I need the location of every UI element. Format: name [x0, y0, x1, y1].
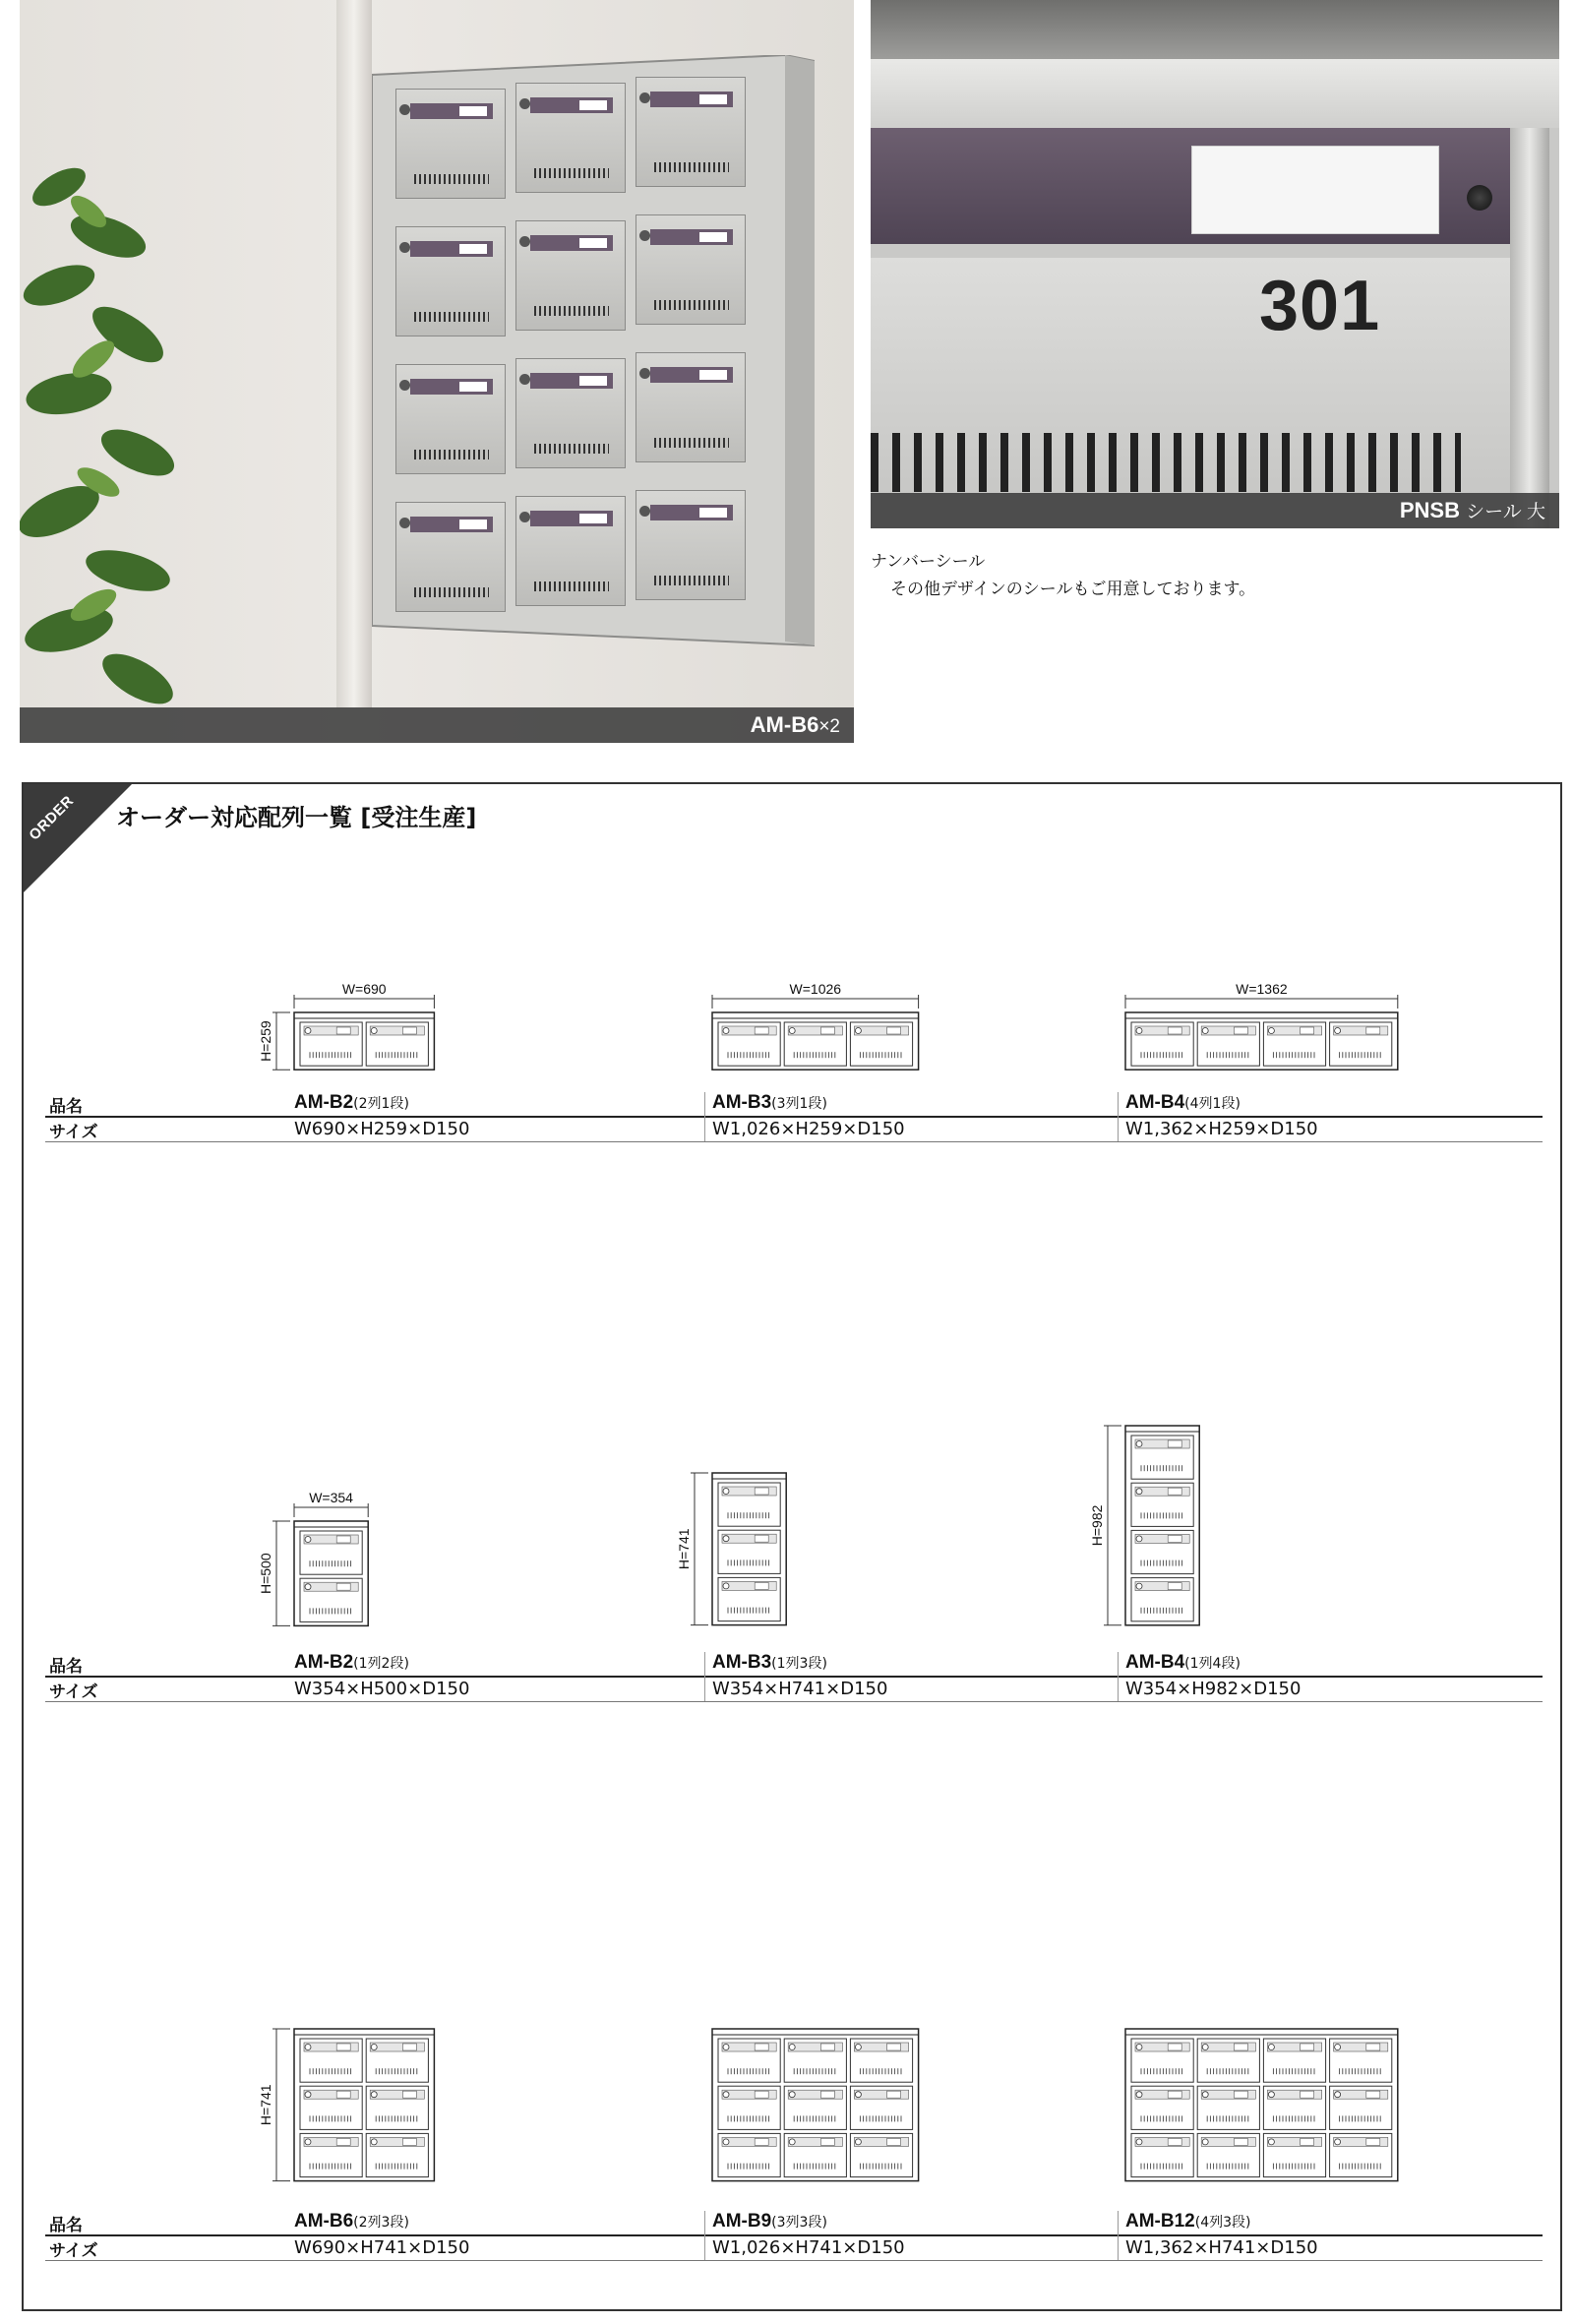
- photo-door-vent: [534, 581, 609, 591]
- product-model: AM-B2: [294, 1652, 354, 1673]
- photo-door-knob: [519, 374, 530, 385]
- photo-door-knob: [639, 506, 650, 517]
- lock-dial: [371, 2092, 377, 2098]
- photo-door-knob: [399, 242, 410, 253]
- product-config: (2列1段): [353, 1096, 409, 1112]
- spec-table: [45, 1652, 1543, 1707]
- layout-diagram: [663, 1434, 816, 1645]
- photo-door-plate: [530, 373, 613, 389]
- label-window: [1168, 1583, 1181, 1590]
- photo-door-plate: [410, 379, 493, 395]
- spec-product-name: [712, 2211, 827, 2232]
- product-model: AM-B3: [712, 1092, 772, 1113]
- layout-diagram: [1076, 973, 1427, 1089]
- photo-mailbox-door: [395, 89, 506, 199]
- label-window: [1301, 2092, 1314, 2099]
- lock-dial: [855, 2092, 861, 2098]
- label-window: [1168, 1536, 1181, 1543]
- lock-dial: [371, 2045, 377, 2050]
- spec-product-name: [294, 1652, 409, 1674]
- lock-dial: [723, 1536, 729, 1542]
- photo-door-vent: [414, 312, 489, 322]
- label-window: [336, 2044, 350, 2050]
- main-photo-caption: [20, 707, 854, 743]
- caption-model: AM-B6: [750, 712, 819, 737]
- product-config: (1列4段): [1184, 1656, 1241, 1672]
- product-size: W1,026×H259×D150: [712, 1119, 905, 1139]
- product-config: (2列3段): [353, 2215, 409, 2231]
- photo-door-knob: [639, 92, 650, 103]
- lock-dial: [1268, 2045, 1274, 2050]
- photo-door-label: [459, 382, 487, 392]
- caption-suffix: シール 大: [1466, 502, 1545, 522]
- photo-door-vent: [534, 306, 609, 316]
- height-dimension-label: H=500: [258, 1552, 273, 1594]
- photo-door-vent: [414, 587, 489, 597]
- hinge: [1510, 128, 1549, 528]
- caption-model: PNSB: [1399, 498, 1460, 522]
- spec-product-name: [294, 2211, 409, 2232]
- layout-diagram: [663, 1989, 948, 2201]
- detail-photo: [871, 0, 1559, 528]
- spec-column-divider: [704, 2211, 705, 2260]
- layout-diagram: [1076, 1386, 1229, 1645]
- photo-door-knob: [639, 230, 650, 241]
- product-config: (1列2段): [353, 1656, 409, 1672]
- label-window: [1366, 1027, 1380, 1034]
- product-size: W354×H500×D150: [294, 1679, 470, 1699]
- product-size: W1,026×H741×D150: [712, 2237, 905, 2258]
- label-window: [1301, 2139, 1314, 2146]
- spec-row-bottom: [45, 1701, 1543, 1702]
- seal-title: ナンバーシール: [871, 552, 986, 572]
- lock-dial: [1136, 1583, 1142, 1589]
- layout-diagram: [245, 1482, 397, 1645]
- lock-dial: [723, 1583, 729, 1589]
- product-config: (4列3段): [1194, 2215, 1251, 2231]
- label-window: [755, 2044, 768, 2050]
- installation-photo: [20, 0, 854, 743]
- lock-dial: [789, 2139, 795, 2145]
- name-label-card: [1191, 146, 1439, 234]
- order-section: [22, 782, 1562, 2311]
- photo-mailbox-door: [515, 83, 626, 193]
- product-size: W1,362×H741×D150: [1125, 2237, 1318, 2258]
- photo-door-label: [459, 244, 487, 254]
- lock-dial: [855, 2045, 861, 2050]
- spec-label-name: 品名: [49, 2216, 83, 2235]
- spec-label-size: サイズ: [49, 1682, 98, 1702]
- order-title: オーダー対応配列一覧 [受注生産]: [116, 804, 477, 831]
- photo-door-plate: [650, 367, 733, 383]
- lock-dial: [1268, 2092, 1274, 2098]
- lock-dial: [1202, 1027, 1208, 1033]
- detail-photo-caption: [871, 493, 1559, 528]
- photo-door-vent: [414, 174, 489, 184]
- product-model: AM-B2: [294, 1092, 354, 1113]
- photo-door-plate: [650, 229, 733, 245]
- label-window: [336, 1536, 350, 1543]
- label-window: [1168, 1027, 1181, 1034]
- product-size: W354×H741×D150: [712, 1679, 888, 1699]
- lock-dial: [1136, 2092, 1142, 2098]
- width-dimension-label: W=1362: [1236, 980, 1288, 997]
- product-model: AM-B4: [1125, 1092, 1185, 1113]
- label-window: [1234, 1027, 1247, 1034]
- lock-dial: [305, 1583, 311, 1589]
- lock-dial: [855, 1027, 861, 1033]
- lock-dial: [723, 1489, 729, 1495]
- plant-illustration: [20, 167, 207, 718]
- layout-diagram: [663, 973, 948, 1089]
- lock-dial: [1136, 2045, 1142, 2050]
- photo-door-knob: [519, 236, 530, 247]
- lock-dial: [1136, 1489, 1142, 1495]
- label-window: [1168, 2092, 1181, 2099]
- spec-label-size: サイズ: [49, 2241, 98, 2261]
- lock-dial: [305, 1536, 311, 1542]
- lock-dial: [723, 2092, 729, 2098]
- label-window: [336, 1027, 350, 1034]
- label-window: [402, 2139, 416, 2146]
- width-dimension-label: W=354: [309, 1489, 353, 1505]
- spec-label-size: サイズ: [49, 1123, 98, 1142]
- product-model: AM-B4: [1125, 1652, 1185, 1673]
- product-size: W1,362×H259×D150: [1125, 1119, 1318, 1139]
- spec-column-divider: [1118, 1652, 1119, 1701]
- label-window: [887, 2044, 901, 2050]
- seal-description: その他デザインのシールもご用意しております。: [890, 580, 1256, 599]
- photo-mailbox-door: [395, 226, 506, 336]
- layout-diagram: [245, 1989, 463, 2201]
- photo-door-label: [699, 370, 727, 380]
- lock-dial: [305, 2092, 311, 2098]
- detail-frame: [871, 59, 1559, 128]
- product-size: W690×H741×D150: [294, 2237, 470, 2258]
- height-dimension-label: H=741: [258, 2084, 273, 2126]
- photo-door-plate: [530, 511, 613, 526]
- lock-dial: [723, 2139, 729, 2145]
- order-corner-label: ORDER: [26, 792, 78, 844]
- number-seal: 301: [1259, 267, 1381, 345]
- photo-door-knob: [639, 368, 650, 379]
- photo-mailbox-door: [636, 214, 746, 325]
- photo-door-vent: [654, 162, 729, 172]
- photo-door-label: [699, 232, 727, 242]
- height-dimension-label: H=741: [676, 1528, 692, 1570]
- photo-mailbox-door: [636, 77, 746, 187]
- lock-dial: [1335, 2139, 1341, 2145]
- photo-door-label: [699, 508, 727, 518]
- label-window: [1234, 2092, 1247, 2099]
- label-window: [1168, 1488, 1181, 1495]
- label-window: [1168, 2139, 1181, 2146]
- label-window: [755, 1583, 768, 1590]
- lock-dial: [1202, 2092, 1208, 2098]
- spec-product-name: [294, 1092, 409, 1114]
- photo-door-plate: [410, 103, 493, 119]
- photo-door-vent: [534, 168, 609, 178]
- lock-dial: [789, 2092, 795, 2098]
- photo-door-label: [459, 520, 487, 529]
- spec-row-divider: [45, 1676, 1543, 1678]
- photo-mailbox-door: [636, 352, 746, 462]
- lock-dial: [1335, 2045, 1341, 2050]
- lock-dial: [371, 2139, 377, 2145]
- ventilation-slots: [871, 433, 1461, 492]
- label-window: [887, 1027, 901, 1034]
- product-config: (4列1段): [1184, 1096, 1241, 1112]
- photo-mailbox-door: [395, 364, 506, 474]
- label-window: [1234, 2044, 1247, 2050]
- lock-dial: [1202, 2139, 1208, 2145]
- product-size: W354×H982×D150: [1125, 1679, 1302, 1699]
- photo-door-knob: [399, 104, 410, 115]
- lock-dial: [789, 2045, 795, 2050]
- detail-top-shadow: [871, 0, 1559, 59]
- spec-product-name: [712, 1652, 827, 1674]
- product-model: AM-B9: [712, 2211, 772, 2232]
- photo-mailbox-door: [515, 496, 626, 606]
- photo-door-knob: [399, 518, 410, 528]
- lock-dial: [371, 1027, 377, 1033]
- photo-door-plate: [410, 241, 493, 257]
- height-dimension-label: H=982: [1089, 1504, 1105, 1547]
- lock-dial: [1136, 2139, 1142, 2145]
- photo-door-label: [699, 94, 727, 104]
- label-window: [1168, 1440, 1181, 1447]
- width-dimension-label: W=690: [341, 980, 387, 997]
- photo-door-plate: [650, 505, 733, 520]
- lock-dial: [1136, 1441, 1142, 1447]
- product-config: (1列3段): [771, 1656, 827, 1672]
- spec-table: [45, 2211, 1543, 2266]
- spec-product-name: [1125, 1092, 1241, 1114]
- label-window: [402, 1027, 416, 1034]
- lock-dial: [855, 2139, 861, 2145]
- label-window: [336, 2139, 350, 2146]
- label-window: [755, 1027, 768, 1034]
- spec-label-name: 品名: [49, 1097, 83, 1117]
- photo-door-plate: [410, 517, 493, 532]
- label-window: [887, 2092, 901, 2099]
- photo-door-plate: [650, 92, 733, 107]
- lock-dial: [305, 2139, 311, 2145]
- spec-label-name: 品名: [49, 1657, 83, 1677]
- photo-door-label: [579, 376, 607, 386]
- photo-door-label: [579, 514, 607, 523]
- label-window: [1168, 2044, 1181, 2050]
- spec-row-bottom: [45, 2260, 1543, 2261]
- lock-dial: [305, 2045, 311, 2050]
- spec-product-name: [712, 1092, 827, 1114]
- label-window: [336, 2092, 350, 2099]
- height-dimension-label: H=259: [258, 1020, 273, 1062]
- lock-dial: [1202, 2045, 1208, 2050]
- mailbox-unit-photo: [372, 55, 815, 650]
- product-config: (3列1段): [771, 1096, 827, 1112]
- lock-dial: [1268, 1027, 1274, 1033]
- layout-diagram: [1076, 1989, 1427, 2201]
- label-window: [820, 2139, 834, 2146]
- photo-mailbox-door: [515, 358, 626, 468]
- product-size: W690×H259×D150: [294, 1119, 470, 1139]
- width-dimension-label: W=1026: [789, 980, 842, 997]
- lock-dial: [723, 1027, 729, 1033]
- photo-door-knob: [519, 98, 530, 109]
- label-window: [755, 1488, 768, 1495]
- product-config: (3列3段): [771, 2215, 827, 2231]
- wall-pillar: [336, 0, 372, 708]
- spec-column-divider: [1118, 1092, 1119, 1141]
- label-window: [1366, 2092, 1380, 2099]
- photo-door-vent: [414, 450, 489, 459]
- spec-product-name: [1125, 1652, 1241, 1674]
- photo-door-knob: [399, 380, 410, 391]
- product-model: AM-B3: [712, 1652, 772, 1673]
- photo-door-vent: [654, 300, 729, 310]
- photo-door-label: [579, 100, 607, 110]
- label-window: [820, 1027, 834, 1034]
- photo-mailbox-door: [395, 502, 506, 612]
- spec-row-bottom: [45, 1141, 1543, 1142]
- photo-door-plate: [530, 235, 613, 251]
- label-window: [1234, 2139, 1247, 2146]
- photo-mailbox-door: [515, 220, 626, 331]
- label-window: [1366, 2044, 1380, 2050]
- spec-column-divider: [704, 1092, 705, 1141]
- label-window: [1301, 2044, 1314, 2050]
- label-window: [1301, 1027, 1314, 1034]
- photo-door-vent: [654, 438, 729, 448]
- photo-door-plate: [530, 97, 613, 113]
- photo-mailbox-door: [636, 490, 746, 600]
- spec-product-name: [1125, 2211, 1250, 2232]
- photo-door-vent: [654, 576, 729, 585]
- photo-door-label: [579, 238, 607, 248]
- lock-dial: [1335, 1027, 1341, 1033]
- lock-dial: [1136, 1027, 1142, 1033]
- label-window: [820, 2044, 834, 2050]
- layout-diagram: [245, 973, 463, 1089]
- label-window: [402, 2044, 416, 2050]
- lock-dial: [789, 1027, 795, 1033]
- lock-dial: [305, 1027, 311, 1033]
- photo-door-label: [459, 106, 487, 116]
- spec-row-divider: [45, 1116, 1543, 1118]
- spec-column-divider: [704, 1652, 705, 1701]
- spec-row-divider: [45, 2234, 1543, 2236]
- label-window: [336, 1583, 350, 1590]
- caption-suffix: ×2: [818, 716, 840, 737]
- label-window: [755, 2092, 768, 2099]
- photo-door-vent: [534, 444, 609, 454]
- lock-dial: [1136, 1536, 1142, 1542]
- lock-dial: [1268, 2139, 1274, 2145]
- lock-dial: [723, 2045, 729, 2050]
- label-window: [755, 1536, 768, 1543]
- product-model: AM-B12: [1125, 2211, 1195, 2232]
- spec-table: [45, 1092, 1543, 1147]
- label-window: [820, 2092, 834, 2099]
- lock-cylinder: [1467, 185, 1492, 211]
- label-window: [755, 2139, 768, 2146]
- product-model: AM-B6: [294, 2211, 354, 2232]
- lock-dial: [1335, 2092, 1341, 2098]
- label-window: [1366, 2139, 1380, 2146]
- spec-column-divider: [1118, 2211, 1119, 2260]
- label-window: [887, 2139, 901, 2146]
- photo-door-knob: [519, 512, 530, 522]
- label-window: [402, 2092, 416, 2099]
